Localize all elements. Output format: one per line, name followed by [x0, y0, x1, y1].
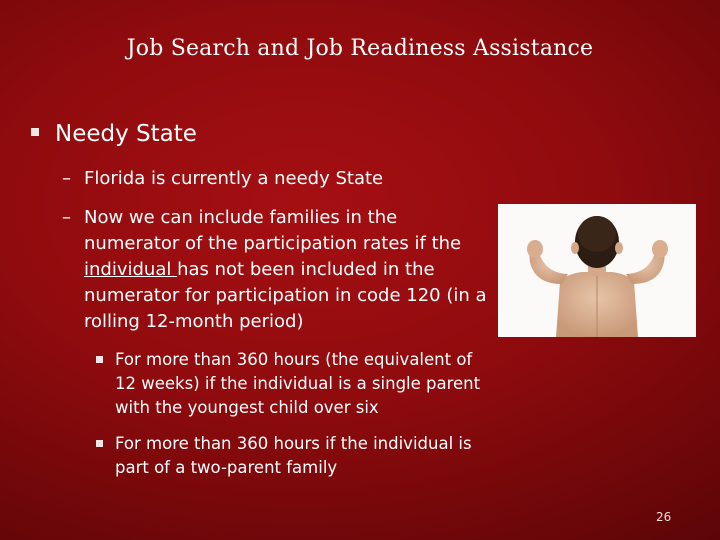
- underlined-individual: individual: [84, 259, 178, 280]
- child-flexing-photo: [498, 204, 696, 337]
- bullet-needy-state-text: Needy State: [55, 121, 197, 147]
- slide-title: Job Search and Job Readiness Assistance: [126, 36, 594, 61]
- sub-bullet-florida: [62, 166, 462, 192]
- sub-sub-bullet-two-parent: [96, 432, 496, 480]
- child-flexing-icon: [498, 204, 696, 337]
- sub-sub-bullet-single-parent: [96, 348, 496, 420]
- small-square-bullet-icon: [96, 356, 103, 363]
- page-number: 26: [656, 510, 672, 524]
- dash-icon: –: [62, 207, 71, 228]
- small-square-bullet-icon: [96, 440, 103, 447]
- dash-icon: –: [62, 168, 71, 189]
- sub-sub-bullet-single-parent-text: For more than 360 hours (the equivalent of 12 weeks) if the individual is a single parent with the youngest child over six: [115, 350, 481, 417]
- sub-bullet-florida-text: Florida is currently a needy State: [84, 168, 384, 189]
- sub-bullet-numerator-part2: has not been included in the numerator for participation in code 120 (in a rolling 12-month period): [84, 259, 487, 332]
- bullet-needy-state: [31, 121, 197, 147]
- sub-bullet-numerator: [62, 205, 492, 335]
- sub-bullet-numerator-part1: Now we can include families in the numerator of the participation rates if the: [84, 207, 462, 254]
- sub-bullet-numerator-text: [84, 205, 492, 335]
- sub-sub-bullet-two-parent-text: For more than 360 hours if the individual is part of a two-parent family: [115, 434, 472, 477]
- square-bullet-icon: [31, 128, 39, 136]
